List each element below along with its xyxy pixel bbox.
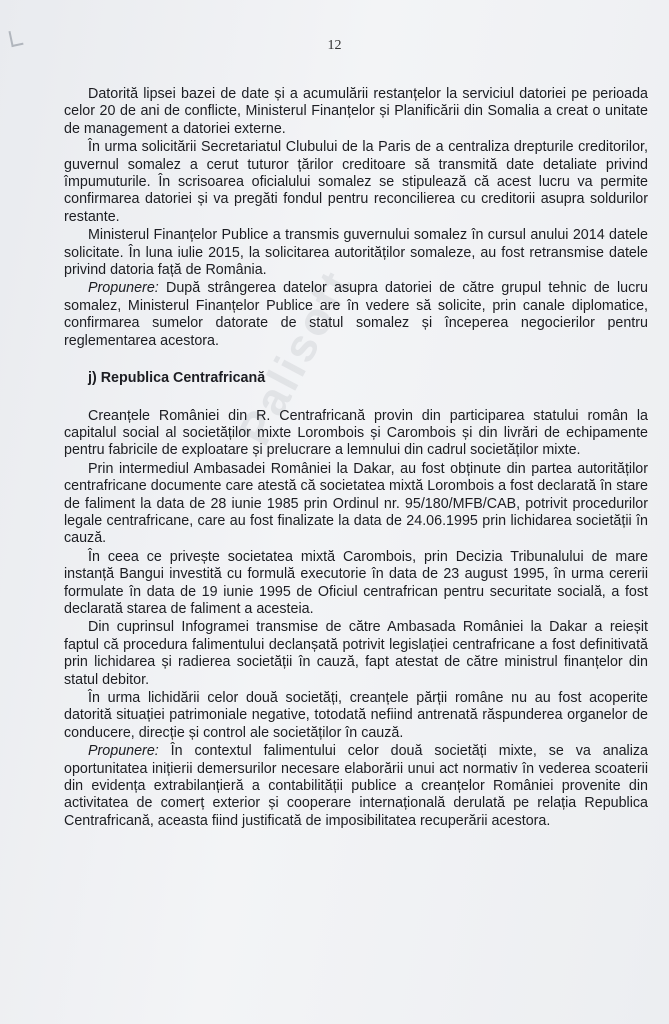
somalia-paragraph-2: În urma solicitării Secretariatul Clubului de la Paris de a centraliza drepturile creditorilor, guvernul somalez a cerut tuturor țărilor creditoare să transmită date detaliate privind împumuturile. În scrisoarea oficialului somalez se stipulează că acest lucru va permite confirmarea datoriei și va pregăti fondul pentru reconcilierea cu creditorii asupra soldurilor restante. [64, 139, 648, 225]
car-paragraph-1: Creanțele României din R. Centrafricană provin din participarea statului român la capitalul social al societăților mixte Lorombois și Carombois și din livrări de echipamente pentru fabricile de exploatare și prelucrare a lemnului din cadrul societăților mixte. [64, 407, 648, 459]
proposal-label: Propunere: [88, 743, 159, 760]
proposal-text: După strângerea datelor asupra datoriei de către grupul tehnic de lucru somalez, Ministerul Finanțelor Publice are în vedere să solicite, prin canale diplomatice, confirmarea sumelor datorate de statul somalez și începerea negocierilor pentru reglementarea acestora. [64, 280, 648, 349]
car-proposal [64, 743, 648, 830]
car-paragraph-3: În ceea ce privește societatea mixtă Carombois, prin Decizia Tribunalului de mare instanță Bangui investită cu formulă executorie în data de 23 august 1995, în urma cererii formulate în data de 19 iunie 1995 de Oficiul centrafrican pentru securitate socială, a fost declarată starea de faliment a acesteia. [64, 548, 648, 617]
somalia-paragraph-3: Ministerul Finanțelor Publice a transmis guvernului somalez în cursul anului 2014 datele solicitate. În luna iulie 2015, la solicitarea autorităților somaleze, au fost retransmise datele privind datoria față de România. [64, 227, 648, 279]
document-body [64, 86, 648, 831]
page-number: 12 [327, 38, 342, 53]
section-heading: j) Republica Centrafricană [88, 370, 266, 387]
car-paragraph-2: Prin intermediul Ambasadei României la Dakar, au fost obținute din partea autorităților centrafricane documente care atestă că societatea mixtă Lorombois a fost declarată în stare de faliment la data de 28 iunie 1985 prin Ordinul nr. 95/180/MFB/CAB, potrivit procedurilor legale centrafricane, care au fost finalizate la data de 24.06.1995 prin lichidarea societății în cauză. [64, 460, 648, 547]
car-paragraph-4: Din cuprinsul Infogramei transmise de către Ambasada României la Dakar a reieșit faptul că procedura falimentului declanșată potrivit legislației centrafricane a fost definitivată prin lichidarea și radierea societății în cauză, fapt atestat de către ministrul finanțelor din statul debitor. [64, 619, 648, 688]
proposal-text: În contextul falimentului celor două societăți mixte, se va analiza oportunitatea inițierii demersurilor necesare elaborării unui act normativ în vederea scoaterii din evidența extrabilanțieră a contabilității publice a creanțelor României provenite din activitatea de comerț exterior și cooperare internațională derulată pe relația Republica Centrafricană, aceasta fiind justificată de imposibilitatea recuperării acestora. [64, 743, 648, 829]
watermark: Palisoft [227, 260, 363, 454]
somalia-proposal [64, 280, 648, 350]
proposal-label: Propunere: [88, 280, 159, 297]
somalia-paragraph-1: Datorită lipsei bazei de date și a acumulării restanțelor la serviciul datoriei pe perioada celor 20 de ani de conflicte, Ministerul Finanțelor și Planificării din Somalia a creat o unitate de management a datoriei externe. [64, 86, 648, 137]
car-paragraph-5: În urma lichidării celor două societăți, creanțele părții române nu au fost acoperite datorită situației patrimoniale negative, totodată nefiind antrenată răspunderea organelor de conducere, direcție și control ale societăților în cauză. [64, 690, 648, 741]
